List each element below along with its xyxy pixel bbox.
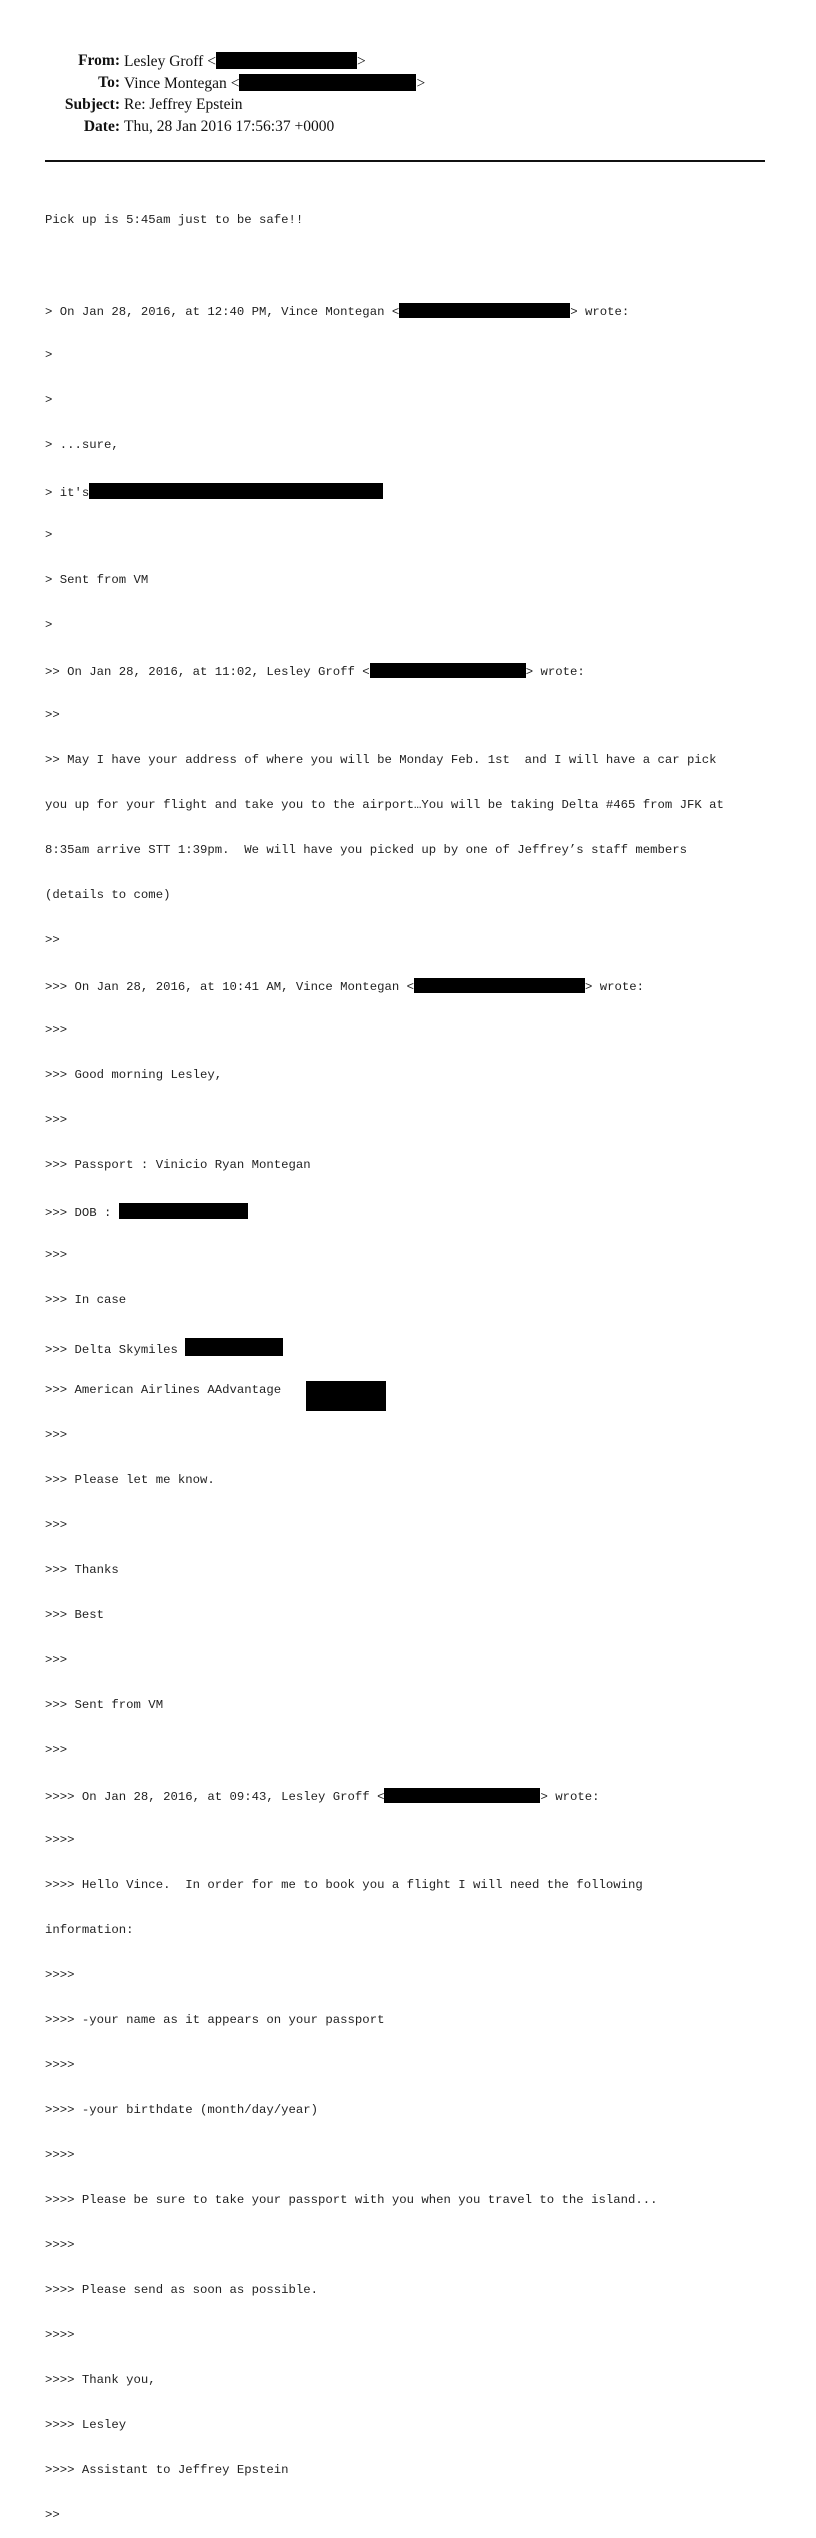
email-header <box>0 52 816 140</box>
header-divider <box>45 160 765 162</box>
body-line: >>>> Please send as soon as possible. <box>45 2283 319 2297</box>
body-line: >>>> <box>45 1833 75 1847</box>
body-line: >>> Please let me know. <box>45 1473 215 1487</box>
subject-row <box>0 96 816 118</box>
body-line: >>>> <box>45 1968 75 1982</box>
body-line: >>>> -your name as it appears on your passport <box>45 2013 385 2027</box>
body-line: Pick up is 5:45am just to be safe!! <box>45 213 304 227</box>
body-line: >>> <box>45 1518 68 1532</box>
body-line: > <box>45 393 53 407</box>
body-line: >>>> Assistant to Jeffrey Epstein <box>45 2463 289 2477</box>
body-line: >>>> Hello Vince. In order for me to book you a flight I will need the following <box>45 1878 643 1892</box>
body-line: >>> In case <box>45 1293 127 1307</box>
body-line: >>>> Thank you, <box>45 2373 156 2387</box>
body-line: (details to come) <box>45 888 171 902</box>
body-line: >> <box>45 2508 60 2522</box>
redaction-block <box>414 978 585 993</box>
from-label: From: <box>78 52 120 69</box>
body-line: >>> <box>45 1428 68 1442</box>
redaction-block <box>370 663 526 678</box>
date-row <box>0 118 816 140</box>
body-line: >>> <box>45 1653 68 1667</box>
body-line: you up for your flight and take you to the airport…You will be taking Delta #465 from JFK at <box>45 798 724 812</box>
body-line: >> May I have your address of where you will be Monday Feb. 1st and I will have a car pick <box>45 753 717 767</box>
body-line: >>>> Lesley <box>45 2418 127 2432</box>
body-line: >>>> -your birthdate (month/day/year) <box>45 2103 319 2117</box>
body-line: >>> American Airlines AAdvantage <box>45 1383 775 1398</box>
body-line: >> <box>45 933 60 947</box>
subject-value: Re: Jeffrey Epstein <box>124 96 243 113</box>
body-line: 8:35am arrive STT 1:39pm. We will have you picked up by one of Jeffrey’s staff members <box>45 843 688 857</box>
body-line: >> On Jan 28, 2016, at 11:02, Lesley Groff < > wrote: <box>45 665 585 679</box>
body-line: >>> <box>45 1023 68 1037</box>
redaction-block <box>216 52 357 69</box>
from-row <box>0 52 816 74</box>
body-line: > <box>45 618 53 632</box>
redaction-block <box>185 1338 283 1356</box>
body-line: >>> Best <box>45 1608 105 1622</box>
redaction-block <box>89 483 383 499</box>
from-value: Lesley Groff < > <box>124 53 366 70</box>
body-line: >>>> Please be sure to take your passport with you when you travel to the island... <box>45 2193 658 2207</box>
body-line: >>> <box>45 1743 68 1757</box>
date-value: Thu, 28 Jan 2016 17:56:37 +0000 <box>124 118 335 135</box>
body-line: > ...sure, <box>45 438 119 452</box>
body-line: information: <box>45 1923 134 1937</box>
body-line: > Sent from VM <box>45 573 149 587</box>
body-line: > On Jan 28, 2016, at 12:40 PM, Vince Montegan < > wrote: <box>45 305 630 319</box>
redaction-block <box>239 74 416 91</box>
body-line: >>> DOB : <box>45 1203 775 1218</box>
body-line: >>> Good morning Lesley, <box>45 1068 223 1082</box>
body-line: >>> On Jan 28, 2016, at 10:41 AM, Vince Montegan < > wrote: <box>45 980 645 994</box>
from-name: Lesley Groff <box>124 53 204 70</box>
body-line: >>>> <box>45 2148 75 2162</box>
body-line: >>> Passport : Vinicio Ryan Montegan <box>45 1158 311 1172</box>
to-name: Vince Montegan <box>124 75 227 92</box>
body-line: >>>> <box>45 2238 75 2252</box>
body-line: > <box>45 348 53 362</box>
body-line: >>> <box>45 1113 68 1127</box>
body-line: > <box>45 528 53 542</box>
blank-line <box>45 258 775 273</box>
body-line: >>> Thanks <box>45 1563 119 1577</box>
body-line: >>>> On Jan 28, 2016, at 09:43, Lesley Groff < > wrote: <box>45 1790 600 1804</box>
body-line: >> <box>45 708 60 722</box>
body-line: > it's <box>45 483 775 498</box>
subject-label: Subject: <box>64 96 120 113</box>
body-line: >>> Delta Skymiles <box>45 1338 775 1353</box>
email-body <box>45 183 775 2538</box>
redaction-block <box>384 1788 540 1803</box>
body-line: >>> <box>45 1248 68 1262</box>
redaction-block <box>119 1203 248 1219</box>
body-line: >>> Sent from VM <box>45 1698 164 1712</box>
to-label: To: <box>98 74 120 91</box>
redaction-block <box>399 303 570 318</box>
to-value: Vince Montegan < > <box>124 75 426 92</box>
body-line: >>>> <box>45 2058 75 2072</box>
date-label: Date: <box>83 118 120 135</box>
body-line: >>>> <box>45 2328 75 2342</box>
redaction-block <box>306 1381 386 1411</box>
to-row <box>0 74 816 96</box>
